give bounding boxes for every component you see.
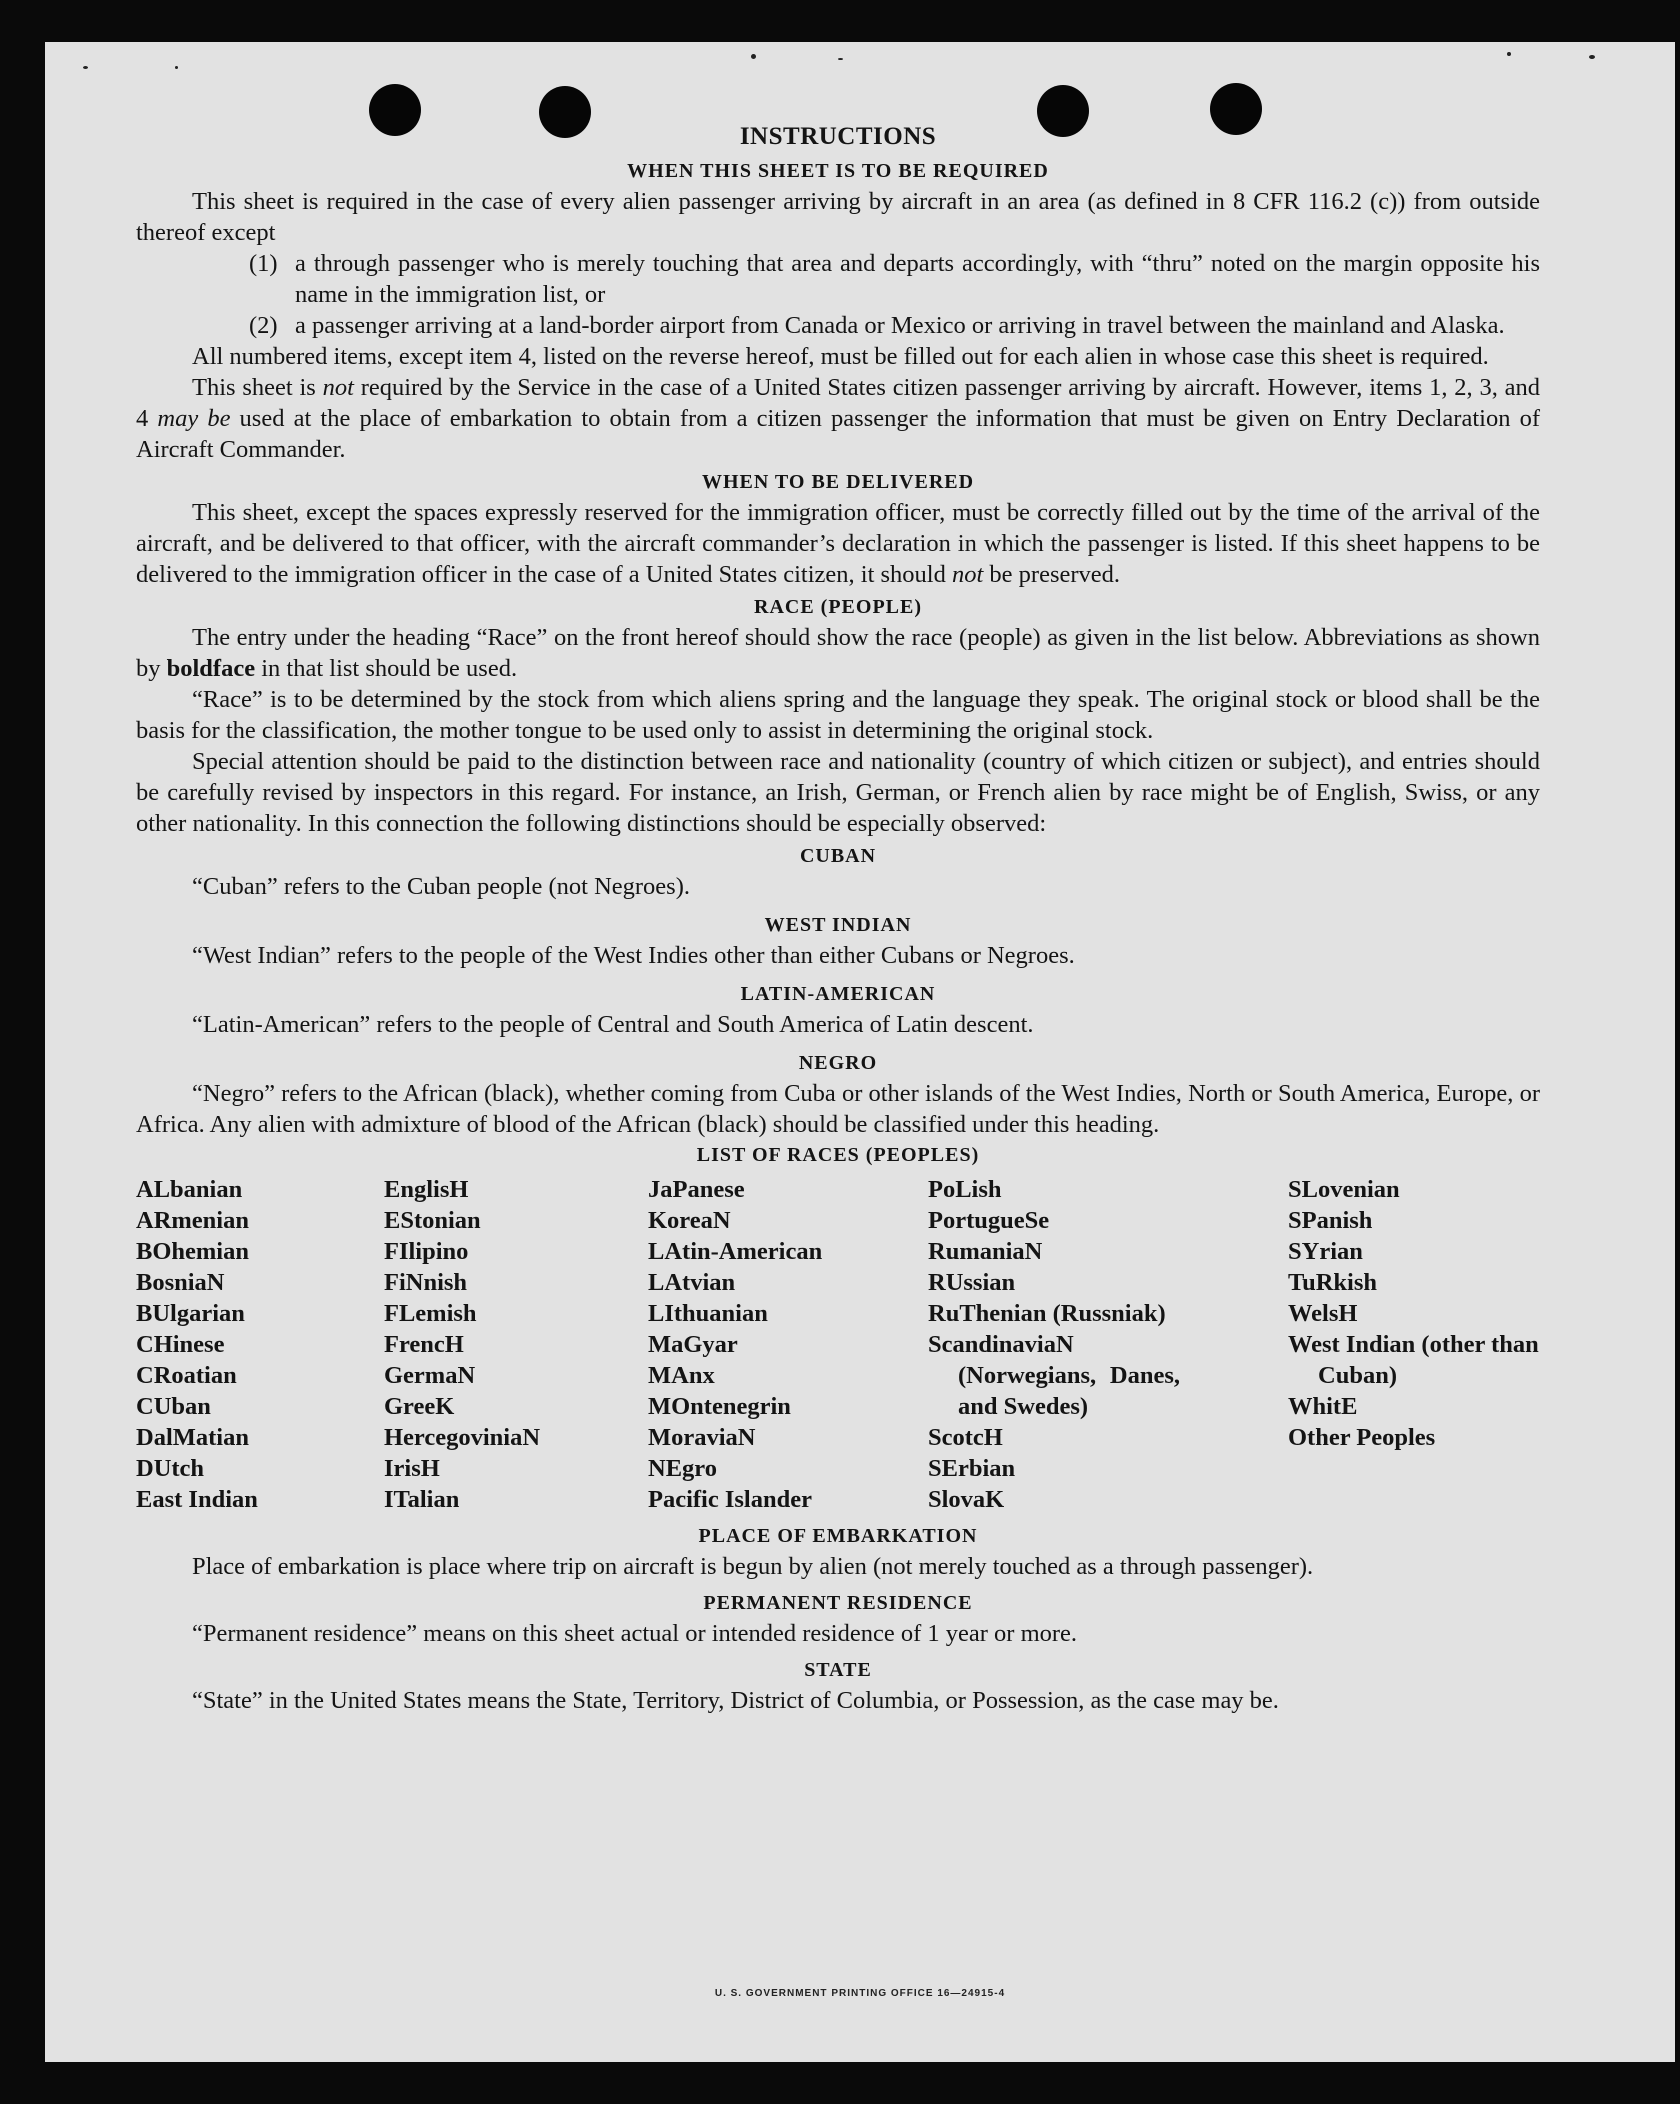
race-entry: MaGyar xyxy=(648,1331,738,1358)
race-entry: ScotcH xyxy=(928,1424,1003,1451)
race-entry: FrencH xyxy=(384,1331,464,1358)
speck xyxy=(175,66,178,69)
race-entry: RuThenian (Russniak) xyxy=(928,1300,1166,1327)
race-entry: WelsH xyxy=(1288,1300,1358,1327)
paragraph-required: This sheet is required in the case of every alien passenger arriving by aircraft in an area (as defined in 8 CFR 116.2 (c)) from outside thereof except xyxy=(136,188,1540,246)
race-entry: CHinese xyxy=(136,1331,225,1358)
text-run: This sheet, except the spaces expressly reserved for the immigration officer, must be correctly filled out by the time of the arrival of the aircraft, and be delivered to that officer, with the aircraft commander’s declaration in which the passenger is listed. If this sheet happens to be delivered to the immigration officer in the case of a United States citizen, it should xyxy=(136,499,1540,588)
race-entry: EnglisH xyxy=(384,1176,469,1203)
paragraph-residence: “Permanent residence” means on this sheet actual or intended residence of 1 year or more. xyxy=(192,1620,1078,1647)
paragraph-west-indian: “West Indian” refers to the people of the West Indies other than either Cubans or Negroes. xyxy=(192,942,1075,969)
paragraph-cuban: “Cuban” refers to the Cuban people (not Negroes). xyxy=(192,873,690,900)
race-entry: SlovaK xyxy=(928,1486,1005,1513)
race-entry: MAnx xyxy=(648,1362,715,1389)
race-entry: East Indian xyxy=(136,1486,258,1513)
italic-text: not xyxy=(322,374,354,401)
race-entry: ALbanian xyxy=(136,1176,243,1203)
section-heading-delivered: WHEN TO BE DELIVERED xyxy=(701,471,975,493)
item-number: (1) xyxy=(249,250,278,277)
race-entry: FLemish xyxy=(384,1300,477,1327)
text-run: This sheet is xyxy=(192,374,323,401)
speck xyxy=(751,54,756,59)
race-entry: KoreaN xyxy=(648,1207,731,1234)
italic-text: not xyxy=(951,561,984,588)
race-entry: BOhemian xyxy=(136,1238,249,1265)
paragraph-race-nationality: Special attention should be paid to the distinction between race and nationality (country of which citizen or subject), and entries should be carefully revised by inspectors in this regard. For instance, an Irish, German, or French alien by race might be of English, Swiss, or any other nationality. In this connection the following distinctions should be especially observed: xyxy=(136,748,1540,837)
race-entry: BUlgarian xyxy=(136,1300,245,1327)
speck xyxy=(838,58,843,60)
race-entry: FIlipino xyxy=(384,1238,469,1265)
race-entry: Pacific Islander xyxy=(648,1486,812,1513)
speck xyxy=(1507,52,1511,56)
race-entry: ITalian xyxy=(384,1486,460,1513)
race-entry: MOntenegrin xyxy=(648,1393,791,1420)
race-entry: LIthuanian xyxy=(648,1300,768,1327)
race-entry: ScandinaviaN (Norwegians, Danes, and Swedes) xyxy=(928,1331,1180,1420)
paragraph-latin-american: “Latin-American” refers to the people of Central and South America of Latin descent. xyxy=(192,1011,1034,1038)
race-entry: DalMatian xyxy=(136,1424,249,1451)
section-heading-residence: PERMANENT RESIDENCE xyxy=(703,1592,973,1614)
races-list xyxy=(136,1174,1540,1515)
race-entry: SLovenian xyxy=(1288,1176,1400,1203)
item-text: a through passenger who is merely touching that area and departs accordingly, with “thru” noted on the margin opposite his name in the immigration list, or xyxy=(295,250,1540,308)
race-entry: West Indian (other than Cuban) xyxy=(1288,1331,1539,1389)
race-entry: EStonian xyxy=(384,1207,481,1234)
race-entry: MoraviaN xyxy=(648,1424,756,1451)
race-entry: GreeK xyxy=(384,1393,455,1420)
section-heading-required: WHEN THIS SHEET IS TO BE REQUIRED xyxy=(627,160,1049,182)
speck xyxy=(83,66,88,69)
paragraph-state: “State” in the United States means the State, Territory, District of Columbia, or Possession, as the case may be. xyxy=(192,1687,1279,1714)
list-item xyxy=(249,310,1540,341)
race-entry: TuRkish xyxy=(1288,1269,1378,1296)
section-heading-state: STATE xyxy=(804,1659,872,1681)
text-run: required by the Service in the case of a United States citizen passenger arriving by aircraft. However, items 1, 2, 3, and 4 xyxy=(136,374,1540,432)
paragraph-race-stock: “Race” is to be determined by the stock from which aliens spring and the language they speak. The original stock or blood shall be the basis for the classification, the mother tongue to be used only to assist in determining the original stock. xyxy=(136,686,1540,744)
item-number: (2) xyxy=(249,312,278,339)
section-heading-cuban: CUBAN xyxy=(799,845,877,867)
race-entry: CUban xyxy=(136,1393,211,1420)
race-entry: GermaN xyxy=(384,1362,476,1389)
paragraph-negro: “Negro” refers to the African (black), whether coming from Cuba or other islands of the West Indies, North or South America, Europe, or Africa. Any alien with admixture of blood of the African (black) should be classified under this heading. xyxy=(136,1080,1540,1138)
paragraph-race-entry xyxy=(136,622,1540,684)
races-column xyxy=(928,1174,1180,1515)
document-page xyxy=(45,42,1675,2062)
race-entry: SPanish xyxy=(1288,1207,1373,1234)
paragraph-numbered-items: All numbered items, except item 4, listed on the reverse hereof, must be filled out for each alien in whose case this sheet is required. xyxy=(192,343,1489,370)
paragraph-delivered xyxy=(136,497,1540,590)
race-entry: SYrian xyxy=(1288,1238,1363,1265)
race-entry: NEgro xyxy=(648,1455,717,1482)
race-entry: PortugueSe xyxy=(928,1207,1050,1234)
speck xyxy=(1589,55,1595,59)
section-heading-latin-american: LATIN-AMERICAN xyxy=(740,983,936,1005)
section-heading-races: LIST OF RACES (PEOPLES) xyxy=(696,1144,980,1166)
races-column xyxy=(648,1174,928,1515)
race-entry: FiNnish xyxy=(384,1269,468,1296)
section-heading-west-indian: WEST INDIAN xyxy=(764,914,912,936)
text-run: The entry under the heading “Race” on the front hereof should show the race (people) as given in the list below. Abbreviations as shown by xyxy=(136,624,1540,682)
printer-imprint: U. S. GOVERNMENT PRINTING OFFICE 16—24915-4 xyxy=(714,1988,1006,1999)
race-entry: BosniaN xyxy=(136,1269,225,1296)
paragraph-embarkation: Place of embarkation is place where trip on aircraft is begun by alien (not merely touched as a through passenger). xyxy=(192,1553,1314,1580)
race-entry: RumaniaN xyxy=(928,1238,1043,1265)
race-entry: IrisH xyxy=(384,1455,440,1482)
race-entry: DUtch xyxy=(136,1455,205,1482)
race-entry: JaPanese xyxy=(648,1176,745,1203)
text-run: in that list should be used. xyxy=(255,655,518,682)
section-heading-race: RACE (PEOPLE) xyxy=(754,596,922,618)
races-column xyxy=(136,1174,384,1515)
section-heading-embarkation: PLACE OF EMBARKATION xyxy=(698,1525,978,1547)
text-run: be preserved. xyxy=(983,561,1121,588)
italic-text: may be xyxy=(157,405,231,432)
paragraph-citizen xyxy=(136,372,1540,465)
races-column xyxy=(384,1174,648,1515)
race-entry: CRoatian xyxy=(136,1362,237,1389)
instructions-content xyxy=(136,120,1540,1716)
item-text: a passenger arriving at a land-border airport from Canada or Mexico or arriving in travel between the mainland and Alaska. xyxy=(295,312,1505,339)
race-entry: LAtvian xyxy=(648,1269,736,1296)
bold-text: boldface xyxy=(166,655,256,682)
race-entry: Other Peoples xyxy=(1288,1424,1436,1451)
race-entry: RUssian xyxy=(928,1269,1016,1296)
race-entry: ARmenian xyxy=(136,1207,249,1234)
race-entry: LAtin-American xyxy=(648,1238,823,1265)
race-entry: SErbian xyxy=(928,1455,1016,1482)
race-entry: WhitE xyxy=(1288,1393,1358,1420)
race-entry: HercegoviniaN xyxy=(384,1424,541,1451)
race-entry: PoLish xyxy=(928,1176,1002,1203)
text-run: used at the place of embarkation to obtain from a citizen passenger the information that must be given on Entry Declaration of Aircraft Commander. xyxy=(136,405,1540,463)
list-item xyxy=(249,248,1540,310)
page-title: INSTRUCTIONS xyxy=(739,123,937,150)
races-column xyxy=(1288,1174,1540,1515)
section-heading-negro: NEGRO xyxy=(798,1052,878,1074)
